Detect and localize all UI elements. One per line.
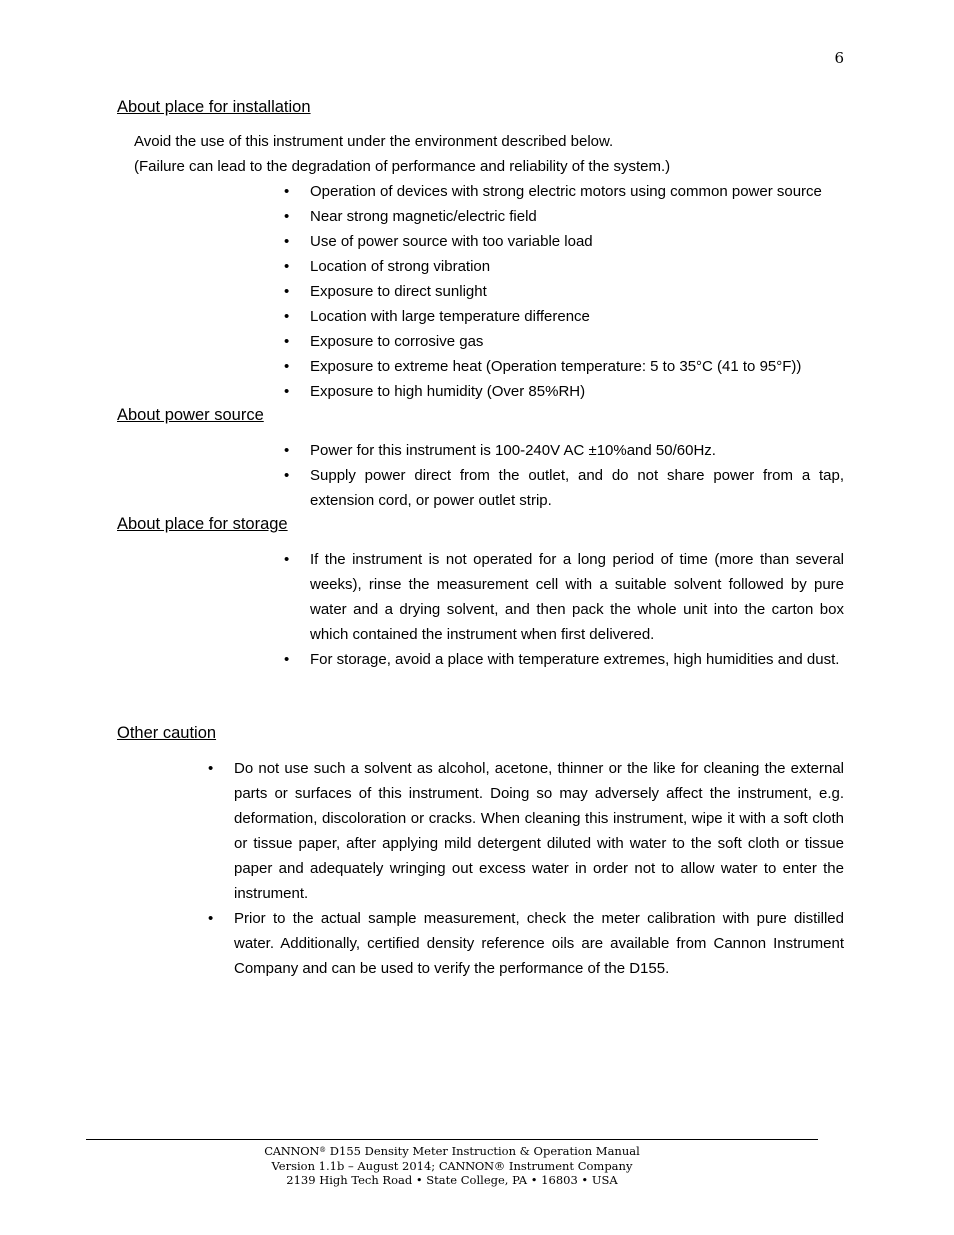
bullet-icon: • <box>284 651 290 668</box>
footer-brand-2: CANNON <box>438 1158 494 1173</box>
list-item <box>284 279 844 304</box>
bullet-icon: • <box>284 333 290 350</box>
bullet-icon: • <box>284 308 290 325</box>
list-item-text: Prior to the actual sample measurement, check the meter calibration with pure distilled water. Additionally, certified density reference oils are available from Cannon Instrument Company and can be used to verify the performance of the D155. <box>234 910 844 977</box>
footer-title: D155 Density Meter Instruction & Operation Manual <box>326 1144 640 1158</box>
list-item-text: Do not use such a solvent as alcohol, acetone, thinner or the like for cleaning the external parts or surfaces of this instrument. Doing so may adversely affect the instrument, e.g. deformation, discoloration or cracks. When cleaning this instrument, wipe it with a soft cloth or tissue paper, after applying mild detergent diluted with water to the soft cloth or tissue paper and adequately wringing out excess water in order not to allow water to enter the instrument. <box>234 760 844 902</box>
heading-storage: About place for storage <box>117 515 288 533</box>
list-item <box>284 379 844 404</box>
bullet-icon: • <box>284 233 290 250</box>
footer-reg-mark-2: ® <box>493 1158 506 1173</box>
list-item <box>284 354 844 379</box>
bullet-icon: • <box>284 258 290 275</box>
bullet-icon: • <box>284 358 290 375</box>
bullet-icon: • <box>284 442 290 459</box>
footer-brand: CANNON <box>264 1144 320 1158</box>
list-item <box>284 229 844 254</box>
bullet-icon: • <box>284 208 290 225</box>
installation-list <box>284 179 844 404</box>
list-item <box>284 438 844 463</box>
heading-power: About power source <box>117 406 264 424</box>
footer-company: Instrument Company <box>505 1158 633 1173</box>
storage-list <box>284 547 844 672</box>
list-item-text: Power for this instrument is 100-240V AC ±10%and 50/60Hz. <box>310 442 716 459</box>
list-item <box>284 329 844 354</box>
installation-intro-1: Avoid the use of this instrument under the environment described below. <box>134 133 614 150</box>
list-item <box>284 304 844 329</box>
installation-intro-2: (Failure can lead to the degradation of performance and reliability of the system.) <box>134 158 671 175</box>
list-item <box>284 463 844 513</box>
list-item-text: Exposure to corrosive gas <box>310 333 484 350</box>
list-item-text: Exposure to high humidity (Over 85%RH) <box>310 383 586 400</box>
list-item-text: Location with large temperature difference <box>310 308 590 325</box>
bullet-icon: • <box>284 183 290 200</box>
list-item <box>284 179 844 204</box>
bullet-icon: • <box>284 283 290 300</box>
other-caution-list <box>208 756 844 981</box>
footer-line-3: 2139 High Tech Road • State College, PA • 16803 • USA <box>286 1173 618 1187</box>
list-item-text: Use of power source with too variable load <box>310 233 593 250</box>
list-item <box>208 756 844 906</box>
list-item-text: Operation of devices with strong electric motors using common power source <box>310 183 822 200</box>
list-item <box>284 204 844 229</box>
bullet-icon: • <box>284 383 290 400</box>
bullet-icon: • <box>284 551 290 568</box>
list-item <box>284 647 844 672</box>
bullet-icon: • <box>208 910 214 927</box>
footer-line-1 <box>86 1143 818 1159</box>
list-item-text: Location of strong vibration <box>310 258 491 275</box>
list-item <box>208 906 844 981</box>
list-item-text: For storage, avoid a place with temperature extremes, high humidities and dust. <box>310 651 840 668</box>
page-number: 6 <box>834 49 844 67</box>
footer <box>86 1143 818 1188</box>
list-item <box>284 254 844 279</box>
power-list <box>284 438 844 513</box>
list-item-text: Exposure to direct sunlight <box>310 283 487 300</box>
list-item-text: Near strong magnetic/electric field <box>310 208 537 225</box>
bullet-icon: • <box>284 467 290 484</box>
footer-line-2 <box>86 1159 818 1174</box>
heading-installation: About place for installation <box>117 98 311 116</box>
footer-reg-mark: ® <box>319 1146 327 1154</box>
footer-version: Version 1.1b – August 2014; <box>271 1158 439 1173</box>
list-item-text: Supply power direct from the outlet, and do not share power from a tap, extension cord, or power outlet strip. <box>310 467 844 509</box>
list-item-text: Exposure to extreme heat (Operation temperature: 5 to 35°C (41 to 95°F)) <box>310 358 802 375</box>
list-item <box>284 547 844 647</box>
bullet-icon: • <box>208 760 214 777</box>
heading-other-caution: Other caution <box>117 724 217 742</box>
footer-rule <box>86 1139 818 1140</box>
list-item-text: If the instrument is not operated for a long period of time (more than several weeks), rinse the measurement cell with a suitable solvent followed by pure water and a drying solvent, and then pack the whole unit into the carton box which contained the instrument when first delivered. <box>310 551 844 643</box>
